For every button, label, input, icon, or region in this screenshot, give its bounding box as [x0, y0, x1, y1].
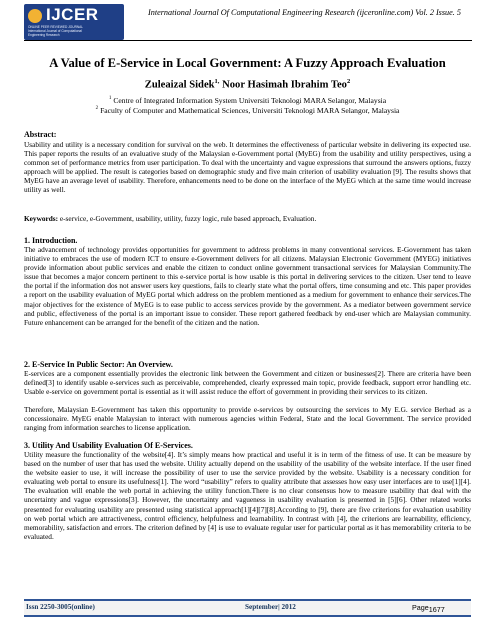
footer-issn: Issn 2250-3005(online): [26, 603, 95, 611]
logo-wordmark: IJCER: [46, 5, 99, 24]
affiliation-2-text: Faculty of Computer and Mathematical Sciences, Universiti Teknologi MARA Selangor, Malaysia: [100, 106, 400, 115]
abstract-heading: Abstract:: [24, 130, 57, 139]
logo-tagline-3: Engineering Research: [28, 33, 60, 37]
paper-title: A Value of E-Service in Local Government: A Fuzzy Approach Evaluation: [49, 56, 446, 70]
section-3-paragraph: Utility measure the functionality of the website[4]. It’s simply means how practical and useful it is in term of the fitness of use. It can be measure by based on the number of user that has used the website. Utility actually depend on the usability of the usability of the website interface. If the user fined the website easier to use, it will increase the possibility of user to use the service provided by the website. Usability is a necessary condition for evaluating web portal to ensure its usefulness[1]. The word “usability” refers to quality attribute that assesses how easy user interfaces are to use[1][4]. The evaluation will enable the web portal in achieving the utility function.There is no clear consensus how to measure usability that deal with the uncertainty and vague expressions[3]. However, the uncertainty and vagueness in usability evaluation is presented in [5][6]. Other related works presented for evaluating usability are presented using statistical approach[1][4][7][8].According to [9], there are five criterions for evaluation usability on web portal which are attractiveness, control efficiency, helpfulness and learnability. In contrast with [4], the criterions are learnability, efficiency, memorability, satisfaction and errors. The criterion defined by [4] is use to evaluate regular user for particular portal as it has memorability criteria to be evaluated.: [24, 450, 471, 541]
page-footer: [24, 599, 471, 617]
footer-page-number: 1677: [428, 605, 445, 614]
footer-page-label: Page: [412, 603, 429, 612]
abstract-body: Usability and utility is a necessary condition for survival on the web. It determines the effectiveness of particular website in delivering its expected use. This paper reports the results of an evaluative study of the Malaysian e-Government portal (MyEG) from the usability and utility perspectives, using a common set of performance metrics from user participation. To deal with the uncertainty and vague expressions that surround the answers options, fuzzy approach will be applied. The result is categories based on demographic study and five main criterion of usability evaluation [9]. The results shows that MyEG have an average level of usability. Therefore, enhancements need to be done on the interface of the MyEG which at the same time would increase utility as well.: [24, 140, 471, 195]
affiliation-1: [0, 96, 495, 105]
logo-tagline-1: ONLINE PEER REVIEWED JOURNAL: [28, 25, 84, 29]
author-2-sup: 2: [346, 78, 351, 85]
section-3-heading: 3. Utility And Usability Evaluation Of E-Services.: [24, 441, 193, 450]
affiliation-2: [0, 106, 495, 115]
logo-tagline-2: International Journal of Computational: [28, 29, 82, 33]
author-1-name: Zuleaizal Sidek: [144, 79, 215, 91]
section-2-paragraph-2: Therefore, Malaysian E-Government has taken this opportunity to provide e-services by outsourcing the services to My E.G. service Berhad as a concessionaire. MyEG enable Malaysian to interact with numerous agencies within Federal, State and the local Government. The service provided ranging from information searches to license application.: [24, 405, 471, 433]
author-2-name: Noor Hasimah Ibrahim Teo: [219, 79, 347, 91]
logo-emblem-icon: [28, 9, 42, 23]
footer-page: [412, 603, 445, 614]
keywords-text: e-service, e-Government, usability, utility, fuzzy logic, rule based approach, Evaluation.: [58, 214, 317, 223]
affiliation-1-text: Centre of Integrated Information System Universiti Teknologi MARA Selangor, Malaysia: [113, 96, 387, 105]
author-line: [0, 78, 495, 91]
section-1-heading: 1. Introduction.: [24, 236, 78, 245]
section-1-paragraph: The advancement of technology provides opportunities for government to address problems in many conventional services. E-Government has taken initiative to embraces the use of modern ICT to ensure e-Government delivers for all citizens. Malaysian Electronic Government (MYEG) initiatives provide information about public services and enable the citizen to conduct online government transactional services for Malaysian Community.The issue that becomes a major concern pertinent to this e-service portal is how usable is this portal in delivering services to the citizen. User tend to leave the portal if the information dos not answer users key questions, fails to clearly state what the portal offers, time consuming and etc. This paper provides a report on the usability evaluation of MyEG portal which address on the problem mentioned as a medium for government to enhance their services.The major objectives for the existence of MyEG is to ease public to access services provide by the government. As a mediator between government service and public, effectiveness of the portal is an important issue to consider. These report gathered feedback by end-user which are Malaysian community. Future enhancement can be arranged for the benefit of the citizen and the nation.: [24, 245, 471, 327]
footer-date: September| 2012: [245, 603, 296, 611]
keywords-label: Keywords:: [24, 214, 59, 223]
section-2-heading: 2. E-Service In Public Sector: An Overview.: [24, 360, 173, 369]
journal-header: International Journal Of Computational Engineering Research (ijceronline.com) Vol. 2 Issue. 5: [148, 8, 461, 17]
header-divider: [24, 40, 472, 41]
section-2-paragraph-1: E-services are a component essentially provides the electronic link between the Government and citizen or businesses[2]. There are criteria have been defined[3] to identify usable e-services such as perceivable, comprehended, clearly expressed main topic, provide feedback, support error handling etc. Usable e-service on government portal is essential as it will assist reduce the effort of government in providing their services to its citizen.: [24, 369, 471, 397]
affiliation-1-sup: 1: [108, 96, 112, 102]
journal-logo: [24, 4, 124, 40]
author-1-sup: 1,: [214, 78, 220, 85]
affiliation-2-sup: 2: [95, 106, 99, 112]
keywords: [24, 214, 471, 223]
